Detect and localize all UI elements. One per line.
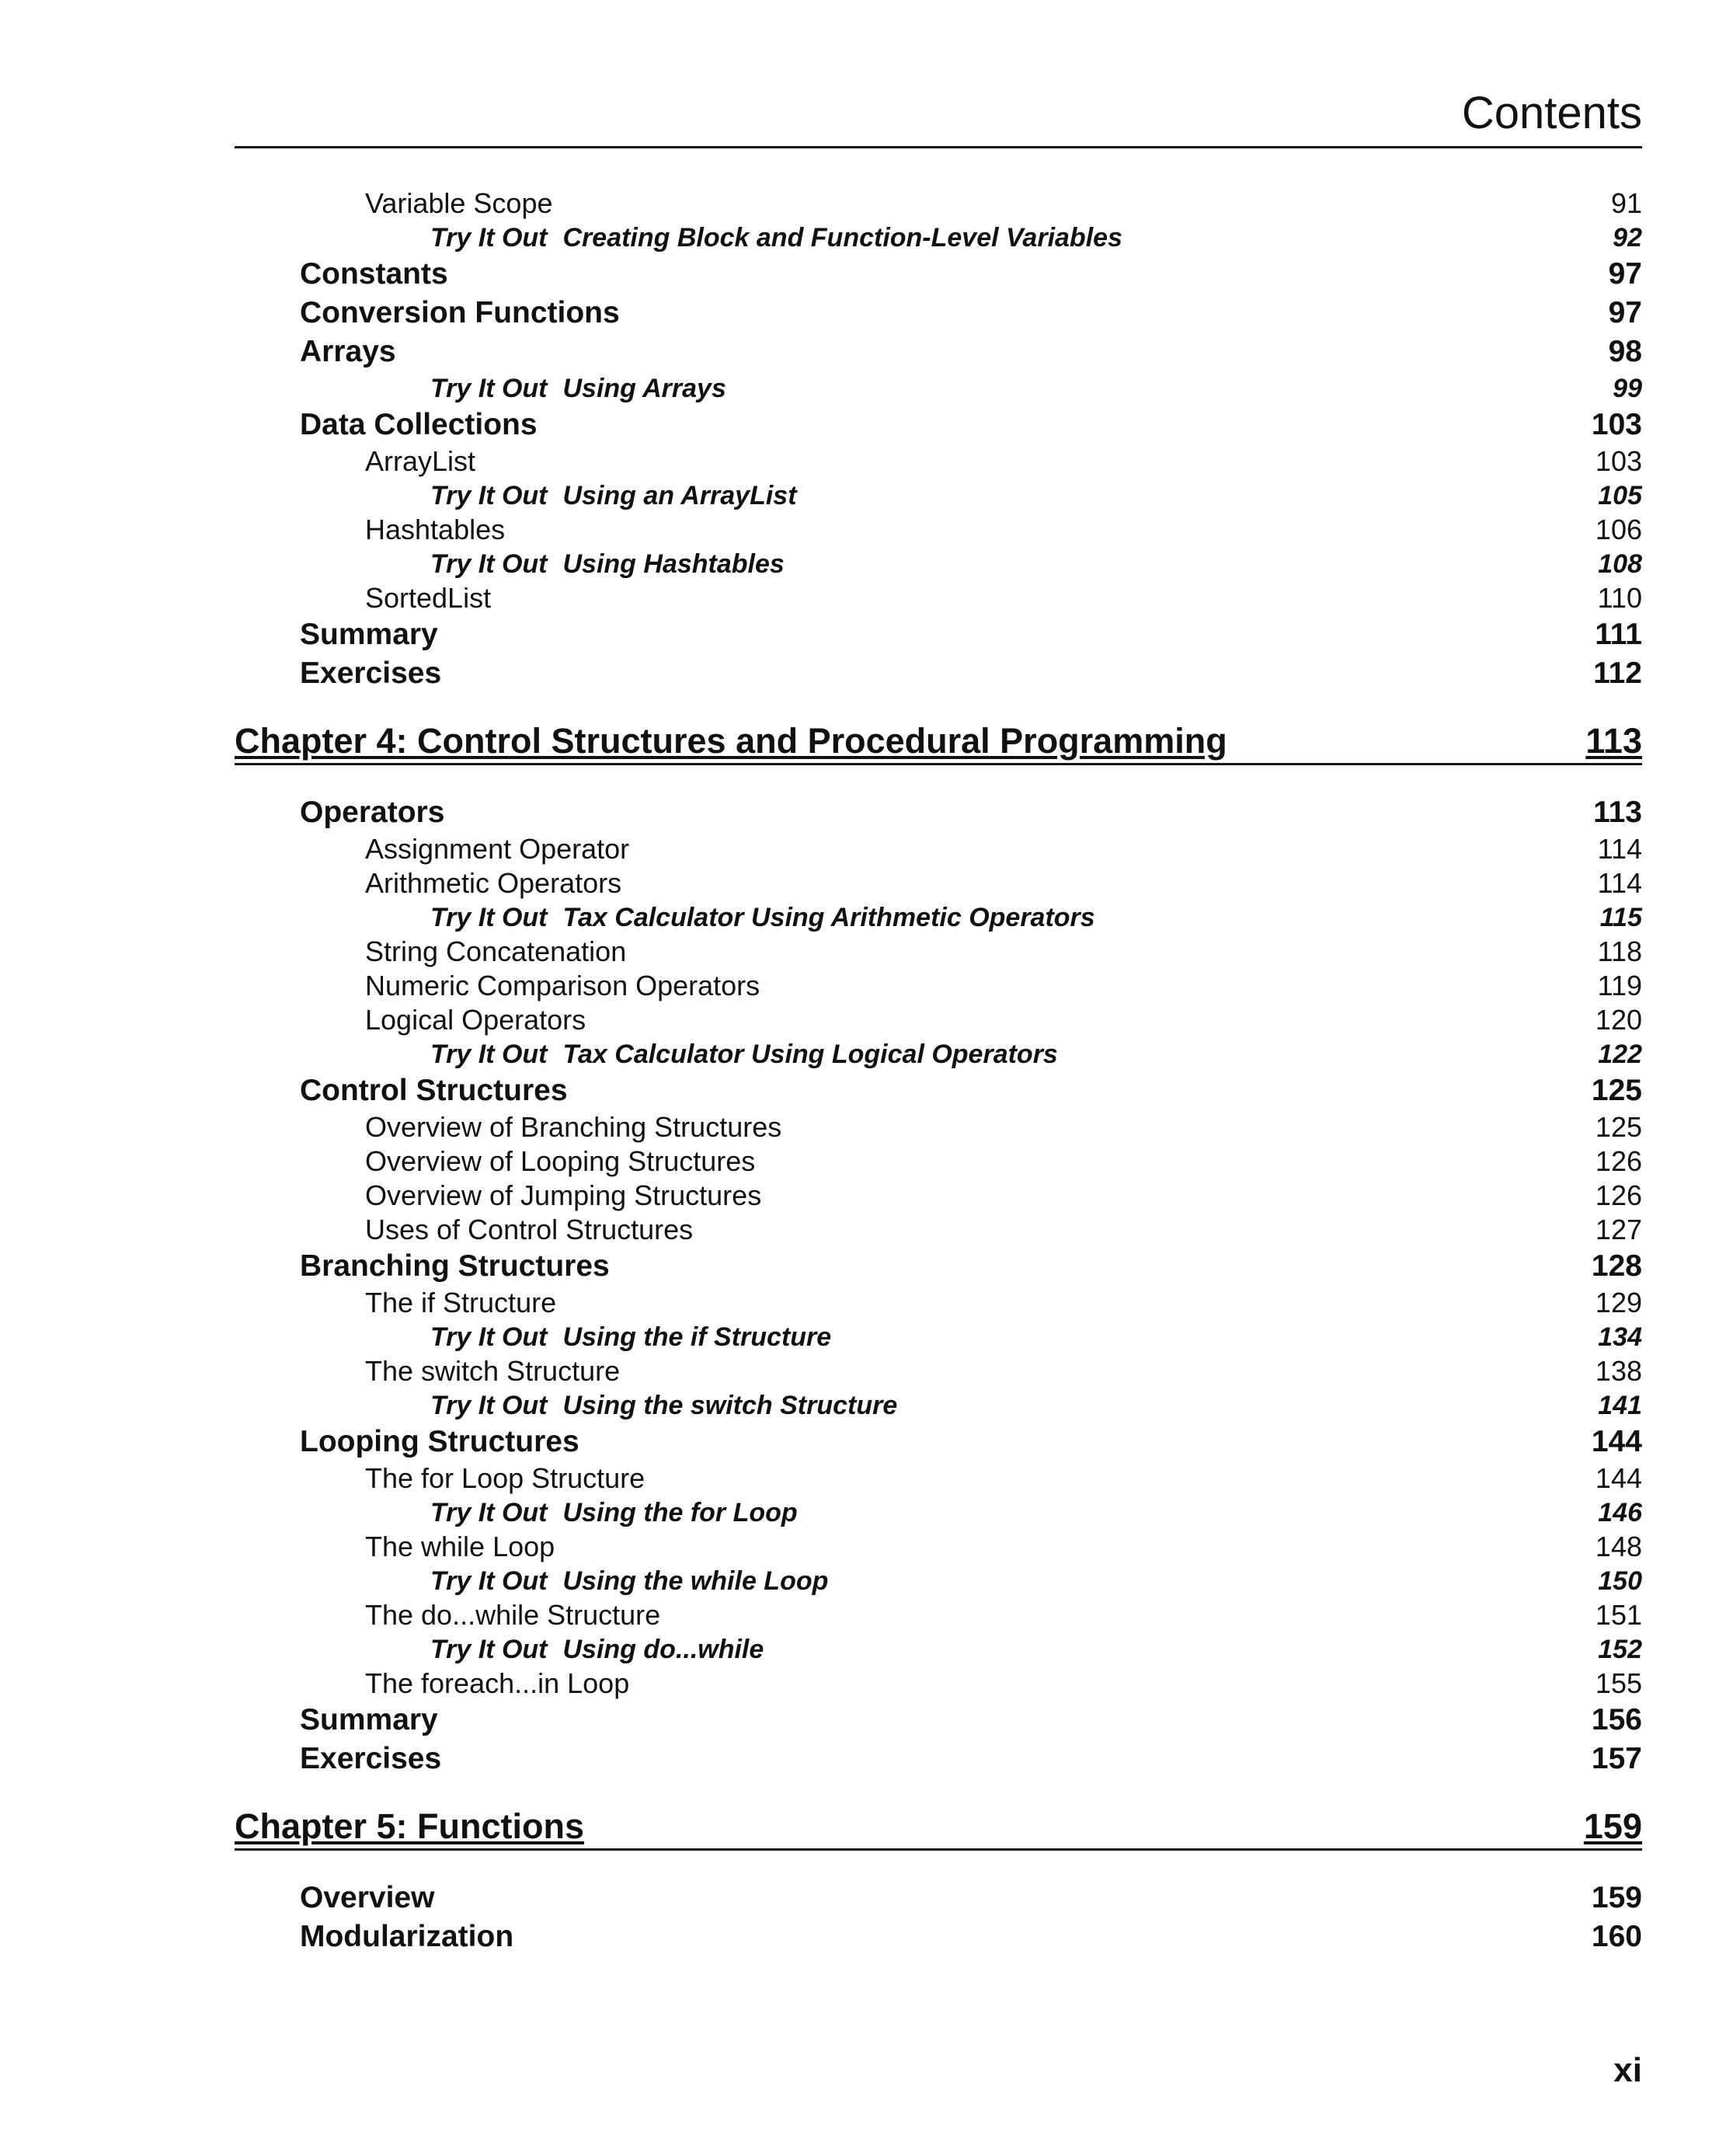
entry-page-number: 144 — [1595, 1462, 1642, 1494]
toc-entry[interactable] — [235, 1247, 1642, 1286]
entry-title: The if Structure — [365, 1287, 557, 1318]
toc-entry[interactable] — [235, 1530, 1642, 1564]
toc-entry[interactable] — [235, 255, 1642, 294]
entry-title: Exercises — [300, 657, 442, 690]
try-it-out-label: Try It Out — [430, 1635, 548, 1664]
entry-page-number: 141 — [1598, 1391, 1642, 1420]
try-it-out-title: Using the if Structure — [562, 1322, 832, 1352]
entry-page-number: 150 — [1598, 1566, 1642, 1596]
toc-entry[interactable] — [235, 513, 1642, 547]
entry-page-number: 92 — [1613, 223, 1642, 253]
entry-title: Control Structures — [300, 1074, 568, 1107]
try-it-out-label: Try It Out — [430, 903, 548, 932]
page-number: xi — [1613, 2051, 1642, 2089]
try-it-out-label: Try It Out — [430, 1322, 548, 1352]
entry-title: Constants — [300, 257, 448, 291]
entry-title: String Concatenation — [365, 935, 627, 967]
toc-entry[interactable] — [235, 1110, 1642, 1144]
entry-title: The while Loop — [365, 1531, 555, 1562]
entry-page-number: 110 — [1597, 582, 1642, 614]
entry-title: Looping Structures — [300, 1425, 579, 1458]
try-it-out-title: Using an ArrayList — [562, 481, 797, 510]
try-it-out-title: Using Hashtables — [562, 549, 785, 579]
entry-title: Modularization — [300, 1920, 514, 1953]
entry-page-number: 111 — [1595, 618, 1642, 651]
entry-title — [430, 1632, 764, 1667]
entry-title: Overview of Looping Structures — [365, 1145, 756, 1177]
entry-title: Logical Operators — [365, 1004, 586, 1036]
entry-title — [430, 1564, 828, 1598]
toc-entry[interactable] — [235, 654, 1642, 693]
try-it-out-entry[interactable] — [235, 1496, 1642, 1530]
toc-entry[interactable] — [235, 1917, 1642, 1956]
try-it-out-label: Try It Out — [430, 481, 548, 510]
entry-page-number: 91 — [1610, 187, 1642, 219]
entry-title: Chapter 5: Functions — [235, 1806, 585, 1846]
toc-entry[interactable] — [235, 1144, 1642, 1179]
entry-page-number: 125 — [1595, 1111, 1642, 1143]
entry-title: Summary — [300, 1703, 438, 1736]
try-it-out-entry[interactable] — [235, 1564, 1642, 1598]
entry-title: Chapter 4: Control Structures and Procedural Programming — [235, 721, 1227, 761]
try-it-out-title: Using the for Loop — [562, 1498, 798, 1527]
toc-entry[interactable] — [235, 1213, 1642, 1247]
entry-page-number: 113 — [1593, 796, 1642, 829]
toc-entry[interactable] — [235, 186, 1642, 221]
entry-page-number: 156 — [1591, 1703, 1642, 1736]
entry-page-number: 118 — [1597, 935, 1642, 967]
entry-title — [430, 1037, 1058, 1071]
entry-page-number: 98 — [1608, 335, 1642, 368]
entry-title: Arrays — [300, 335, 396, 368]
entry-page-number: 148 — [1595, 1531, 1642, 1562]
toc-entry[interactable] — [235, 333, 1642, 371]
toc-entry[interactable] — [235, 832, 1642, 866]
entry-title — [430, 547, 785, 581]
entry-title — [430, 221, 1122, 255]
entry-page-number: 97 — [1608, 296, 1642, 329]
try-it-out-entry[interactable] — [235, 371, 1642, 406]
entry-title: ArrayList — [365, 445, 476, 477]
chapter-entry[interactable] — [235, 719, 1642, 765]
try-it-out-title: Using the while Loop — [562, 1566, 829, 1596]
entry-page-number: 157 — [1591, 1742, 1642, 1775]
entry-title: Branching Structures — [300, 1249, 610, 1283]
entry-title: Assignment Operator — [365, 833, 630, 865]
toc-entry[interactable] — [235, 1598, 1642, 1632]
page-header-title: Contents — [235, 84, 1642, 148]
entry-page-number: 138 — [1595, 1355, 1642, 1387]
entry-title: The for Loop Structure — [365, 1462, 645, 1494]
chapter-entry[interactable] — [235, 1805, 1642, 1851]
entry-title: Data Collections — [300, 408, 538, 441]
toc-entry[interactable] — [235, 1071, 1642, 1110]
entry-page-number: 103 — [1595, 445, 1642, 477]
try-it-out-label: Try It Out — [430, 223, 548, 253]
entry-title: Exercises — [300, 1742, 442, 1775]
try-it-out-label: Try It Out — [430, 374, 548, 403]
entry-page-number: 155 — [1595, 1667, 1642, 1699]
entry-page-number: 108 — [1598, 549, 1642, 579]
try-it-out-entry[interactable] — [235, 1632, 1642, 1667]
try-it-out-entry[interactable] — [235, 1320, 1642, 1354]
entry-title: Overview of Jumping Structures — [365, 1179, 762, 1211]
entry-title: The foreach...in Loop — [365, 1667, 630, 1699]
entry-title: Arithmetic Operators — [365, 867, 622, 899]
entry-page-number: 112 — [1593, 657, 1642, 690]
toc-entry[interactable] — [235, 1740, 1642, 1778]
try-it-out-title: Using Arrays — [562, 374, 726, 403]
entry-title: The do...while Structure — [365, 1599, 661, 1631]
entry-page-number: 144 — [1591, 1425, 1642, 1458]
entry-title: Hashtables — [365, 514, 506, 545]
entry-title — [430, 900, 1095, 935]
entry-title: Conversion Functions — [300, 296, 620, 329]
entry-title — [430, 479, 797, 513]
entry-title: Summary — [300, 618, 438, 651]
entry-page-number: 103 — [1591, 408, 1642, 441]
entry-page-number: 122 — [1598, 1040, 1642, 1069]
entry-page-number: 160 — [1591, 1920, 1642, 1953]
toc-entry[interactable] — [235, 1461, 1642, 1496]
try-it-out-label: Try It Out — [430, 1566, 548, 1596]
toc-entry[interactable] — [235, 969, 1642, 1003]
try-it-out-entry[interactable] — [235, 900, 1642, 935]
entry-title: Overview — [300, 1881, 435, 1914]
try-it-out-title: Tax Calculator Using Arithmetic Operators — [562, 903, 1095, 932]
toc-entry[interactable] — [235, 294, 1642, 333]
entry-title — [430, 371, 726, 406]
try-it-out-title: Using do...while — [562, 1635, 764, 1664]
entry-title: Operators — [300, 796, 445, 829]
toc-entry[interactable] — [235, 1179, 1642, 1213]
try-it-out-entry[interactable] — [235, 547, 1642, 581]
entry-page-number: 126 — [1595, 1145, 1642, 1177]
table-of-contents — [235, 186, 1642, 1956]
entry-title: Numeric Comparison Operators — [365, 970, 760, 1001]
toc-entry[interactable] — [235, 406, 1642, 444]
entry-page-number: 146 — [1598, 1498, 1642, 1527]
entry-page-number: 99 — [1613, 374, 1642, 403]
entry-page-number: 129 — [1595, 1287, 1642, 1318]
entry-page-number: 119 — [1597, 970, 1642, 1001]
entry-title: SortedList — [365, 582, 492, 614]
toc-entry[interactable] — [235, 1286, 1642, 1320]
entry-page-number: 105 — [1598, 481, 1642, 510]
entry-title: Uses of Control Structures — [365, 1214, 694, 1245]
try-it-out-label: Try It Out — [430, 1391, 548, 1420]
try-it-out-title: Using the switch Structure — [562, 1391, 898, 1420]
entry-page-number: 106 — [1595, 514, 1642, 545]
toc-entry[interactable] — [235, 866, 1642, 900]
try-it-out-label: Try It Out — [430, 549, 548, 579]
try-it-out-entry[interactable] — [235, 1388, 1642, 1423]
entry-page-number: 152 — [1598, 1635, 1642, 1664]
toc-entry[interactable] — [235, 935, 1642, 969]
entry-page-number: 151 — [1595, 1599, 1642, 1631]
entry-title — [430, 1388, 897, 1423]
try-it-out-entry[interactable] — [235, 1037, 1642, 1071]
toc-entry[interactable] — [235, 1667, 1642, 1701]
entry-title — [430, 1320, 831, 1354]
entry-page-number: 128 — [1591, 1249, 1642, 1283]
entry-title — [430, 1496, 798, 1530]
entry-page-number: 126 — [1595, 1179, 1642, 1211]
entry-page-number: 127 — [1595, 1214, 1642, 1245]
toc-entry[interactable] — [235, 1701, 1642, 1740]
try-it-out-label: Try It Out — [430, 1040, 548, 1069]
toc-entry[interactable] — [235, 1423, 1642, 1461]
toc-entry[interactable] — [235, 1354, 1642, 1388]
toc-entry[interactable] — [235, 1879, 1642, 1917]
entry-page-number: 159 — [1583, 1806, 1642, 1846]
entry-page-number: 97 — [1608, 257, 1642, 291]
try-it-out-title: Creating Block and Function-Level Variables — [562, 223, 1122, 253]
toc-entry[interactable] — [235, 793, 1642, 832]
entry-title: Overview of Branching Structures — [365, 1111, 782, 1143]
entry-title: The switch Structure — [365, 1355, 621, 1387]
entry-page-number: 159 — [1591, 1881, 1642, 1914]
entry-page-number: 114 — [1597, 833, 1642, 865]
entry-page-number: 125 — [1591, 1074, 1642, 1107]
toc-entry[interactable] — [235, 615, 1642, 654]
entry-page-number: 134 — [1598, 1322, 1642, 1352]
toc-entry[interactable] — [235, 1003, 1642, 1037]
entry-title: Variable Scope — [365, 187, 553, 219]
entry-page-number: 114 — [1597, 867, 1642, 899]
entry-page-number: 113 — [1585, 721, 1642, 761]
try-it-out-entry[interactable] — [235, 221, 1642, 255]
try-it-out-title: Tax Calculator Using Logical Operators — [562, 1040, 1058, 1069]
try-it-out-label: Try It Out — [430, 1498, 548, 1527]
entry-page-number: 115 — [1599, 903, 1642, 932]
entry-page-number: 120 — [1595, 1004, 1642, 1036]
toc-entry[interactable] — [235, 581, 1642, 615]
try-it-out-entry[interactable] — [235, 479, 1642, 513]
toc-entry[interactable] — [235, 444, 1642, 479]
